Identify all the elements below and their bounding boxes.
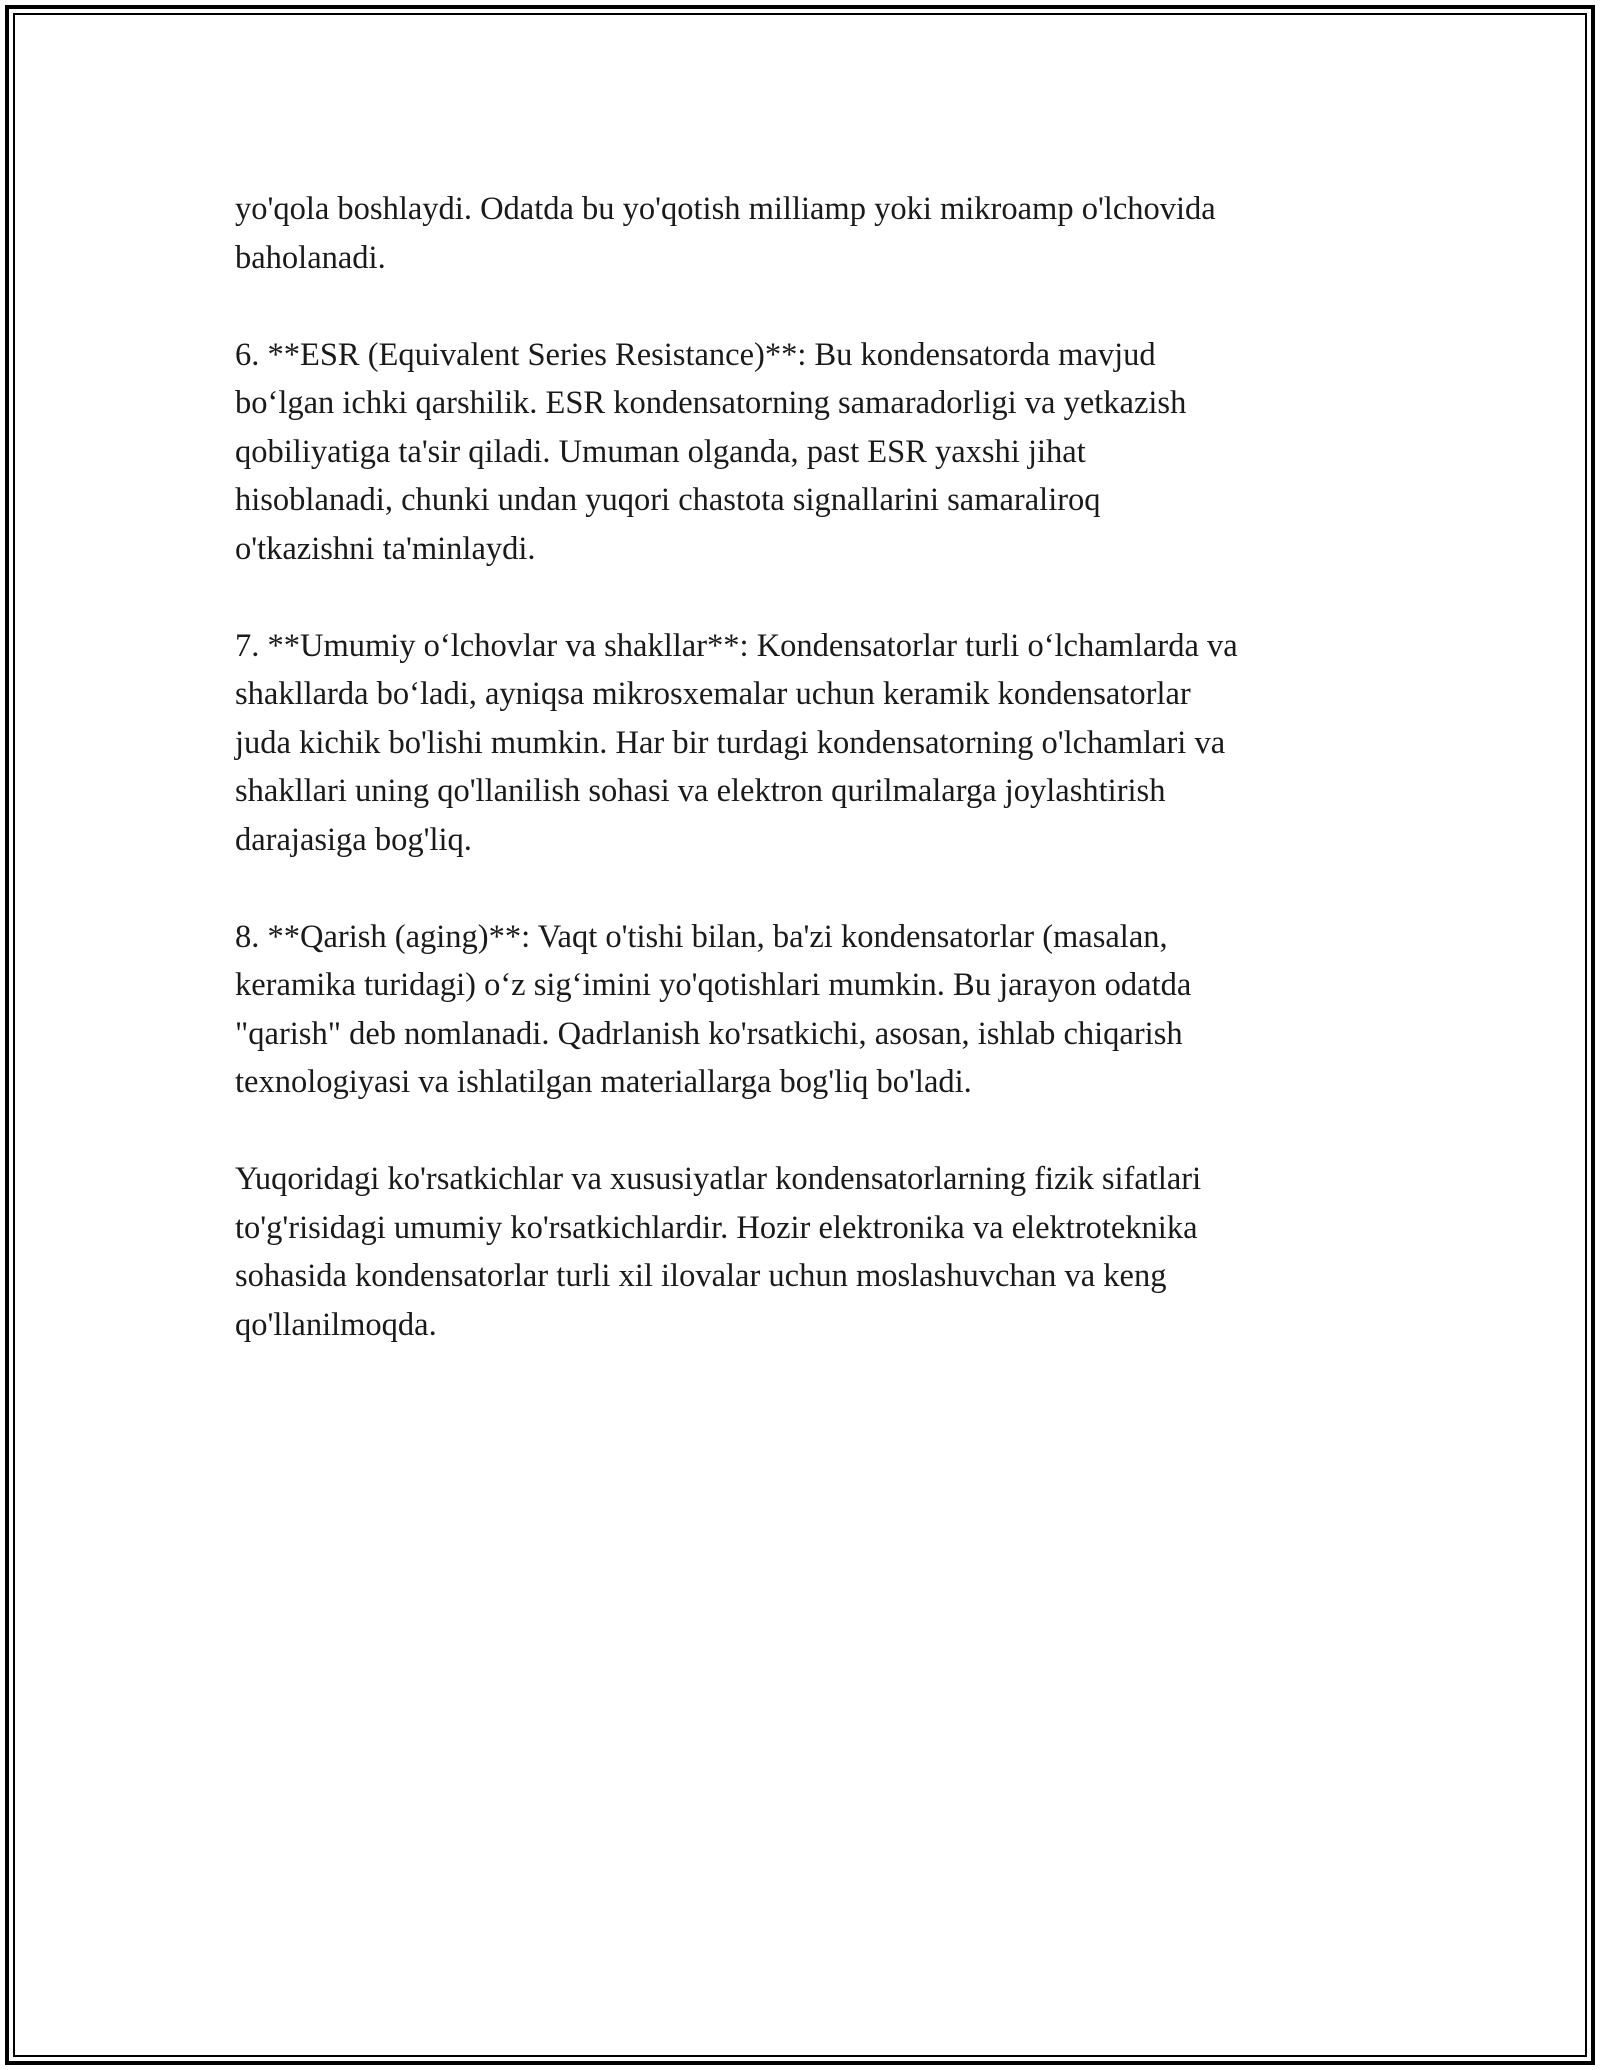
- paragraph-dimensions-shapes: 7. **Umumiy o‘lchovlar va shakllar**: Kondensatorlar turli o‘lchamlarda va shakllarda bo‘ladi, ayniqsa mikrosxemalar uchun keramik kondensatorlar juda kichik bo'lishi mumkin. Har bir turdagi kondensatorning o'lchamlari va shakllari uning qo'llanilish sohasi va elektron qurilmalarga joylashtirish darajasiga bog'liq.: [235, 627, 1238, 858]
- paragraph-conclusion: Yuqoridagi ko'rsatkichlar va xususiyatlar kondensatorlarning fizik sifatlari to'g'risidagi umumiy ko'rsatkichlardir. Hozir elektronika va elektroteknika sohasida kondensatorlar turli xil ilovalar uchun moslashuvchan va keng qo'llanilmoqda.: [235, 1161, 1202, 1343]
- paragraph-esr: 6. **ESR (Equivalent Series Resistance)**: Bu kondensatorda mavjud bo‘lgan ichki qarshilik. ESR kondensatorning samaradorligi va yetkazish qobiliyatiga ta'sir qiladi. Umuman olganda, past ESR yaxshi jihat hisoblanadi, chunki undan yuqori chastota signallarini samaraliroq o'tkazishni ta'minlaydi.: [235, 336, 1187, 567]
- document-body: [235, 185, 1395, 1398]
- paragraph-continuation: yo'qola boshlaydi. Odatda bu yo'qotish milliamp yoki mikroamp o'lchovida baholanadi.: [235, 191, 1216, 276]
- paragraph-aging: 8. **Qarish (aging)**: Vaqt o'tishi bilan, ba'zi kondensatorlar (masalan, keramika turidagi) o‘z sig‘imini yo'qotishlari mumkin. Bu jarayon odatda "qarish" deb nomlanadi. Qadrlanish ko'rsatkichi, asosan, ishlab chiqarish texnologiyasi va ishlatilgan materiallarga bog'liq bo'ladi.: [235, 918, 1192, 1100]
